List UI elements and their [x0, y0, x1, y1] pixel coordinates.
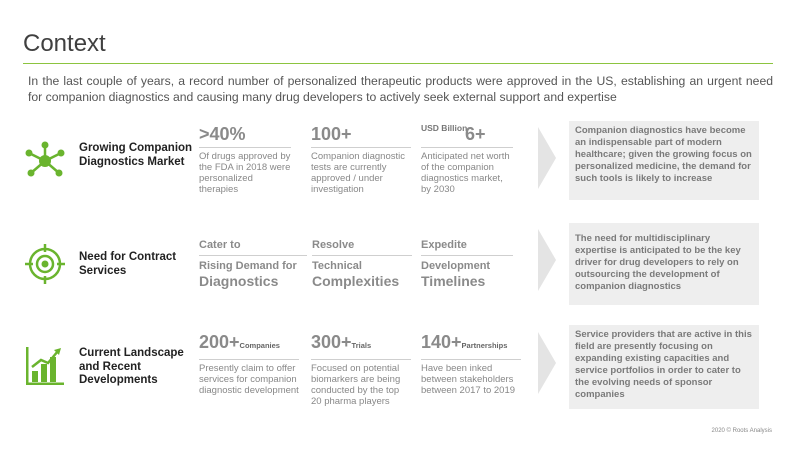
- stat-description: Have been inked between stakeholders between 2017 to 2019: [421, 363, 516, 396]
- page-title: Context: [23, 30, 106, 57]
- stat-companies: [199, 332, 299, 396]
- service-demand: [199, 238, 307, 289]
- summary-box: [569, 223, 759, 305]
- stat-drugs-approved: [199, 124, 291, 195]
- stat-description: Of drugs approved by the FDA in 2018 were personalized therapies: [199, 151, 291, 195]
- stat-trials: [311, 332, 411, 407]
- stat-divider: [199, 359, 299, 360]
- row-label: Need for Contract Services: [79, 251, 177, 277]
- service-header: Resolve: [312, 239, 355, 251]
- chevron-right-icon: [538, 127, 556, 189]
- service-divider: [421, 255, 513, 256]
- stat-value: 200+: [199, 332, 240, 352]
- target-icon: [24, 243, 66, 285]
- row-contract-services: [0, 223, 800, 323]
- row-current-landscape: [0, 325, 800, 425]
- stat-unit: Trials: [351, 341, 372, 350]
- stat-divider: [421, 359, 521, 360]
- service-divider: [199, 255, 307, 256]
- summary-text: The need for multidisciplinary expertise is anticipated to be the key driver for drug developers to rely on outsourcing the development of companion diagnostics: [575, 233, 741, 292]
- summary-box: [569, 325, 759, 409]
- service-sub: Technical: [312, 260, 362, 272]
- service-sub: Development: [421, 260, 491, 272]
- stat-value: 300+: [311, 332, 352, 352]
- stat-description: Presently claim to offer services for companion diagnostic development: [199, 363, 299, 396]
- stat-value: 100+: [311, 124, 352, 144]
- summary-box: [569, 121, 759, 200]
- service-sub: Rising Demand for: [199, 260, 297, 272]
- network-icon: [24, 140, 66, 182]
- stat-divider: [199, 147, 291, 148]
- stat-value: 140+: [421, 332, 462, 352]
- service-main: Timelines: [421, 273, 486, 289]
- stat-divider: [311, 359, 411, 360]
- chevron-right-icon: [538, 332, 556, 394]
- row-label: Current Landscape and Recent Developments: [79, 347, 184, 386]
- stat-market-worth: [421, 124, 513, 195]
- stat-unit: Companies: [239, 341, 280, 350]
- service-main: Diagnostics: [199, 273, 279, 289]
- chevron-right-icon: [538, 229, 556, 291]
- summary-text: Service providers that are active in this field are presently focusing on expanding existing capacities and service portfolios in order to cater to the evolving needs of sponsor companies: [575, 329, 752, 400]
- title-divider: [23, 63, 773, 64]
- stat-value: >40%: [199, 124, 246, 144]
- stat-description: Focused on potential biomarkers are being conducted by the top 20 pharma players: [311, 363, 401, 407]
- stat-unit: USD Billion: [421, 123, 468, 133]
- row-growing-market: [0, 118, 800, 218]
- service-complexities: [312, 238, 412, 289]
- stat-divider: [311, 147, 411, 148]
- stat-description: Companion diagnostic tests are currently approved / under investigation: [311, 151, 406, 195]
- stat-diagnostic-tests: [311, 124, 411, 195]
- stat-value: 6+: [465, 124, 486, 144]
- bar-chart-icon: [24, 345, 66, 387]
- service-main: Complexities: [312, 273, 400, 289]
- service-header: Expedite: [421, 239, 467, 251]
- copyright-footer: 2020 © Roots Analysis: [711, 428, 772, 434]
- stat-description: Anticipated net worth of the companion diagnostics market, by 2030: [421, 151, 510, 195]
- stat-unit: Partnerships: [461, 341, 508, 350]
- service-header: Cater to: [199, 239, 241, 251]
- row-label: Growing Companion Diagnostics Market: [79, 142, 193, 168]
- stat-partnerships: [421, 332, 521, 396]
- stat-divider: [421, 147, 513, 148]
- intro-text: In the last couple of years, a record number of personalized therapeutic products were approved in the US, establishing an urgent need for companion diagnostics and causing many drug developers to actively seek external support and expertise: [28, 74, 773, 104]
- service-divider: [312, 255, 412, 256]
- service-timelines: [421, 238, 513, 289]
- summary-text: Companion diagnostics have become an indispensable part of modern healthcare; given the growing focus on personalized medicine, the demand for such tools is likely to increase: [575, 125, 752, 184]
